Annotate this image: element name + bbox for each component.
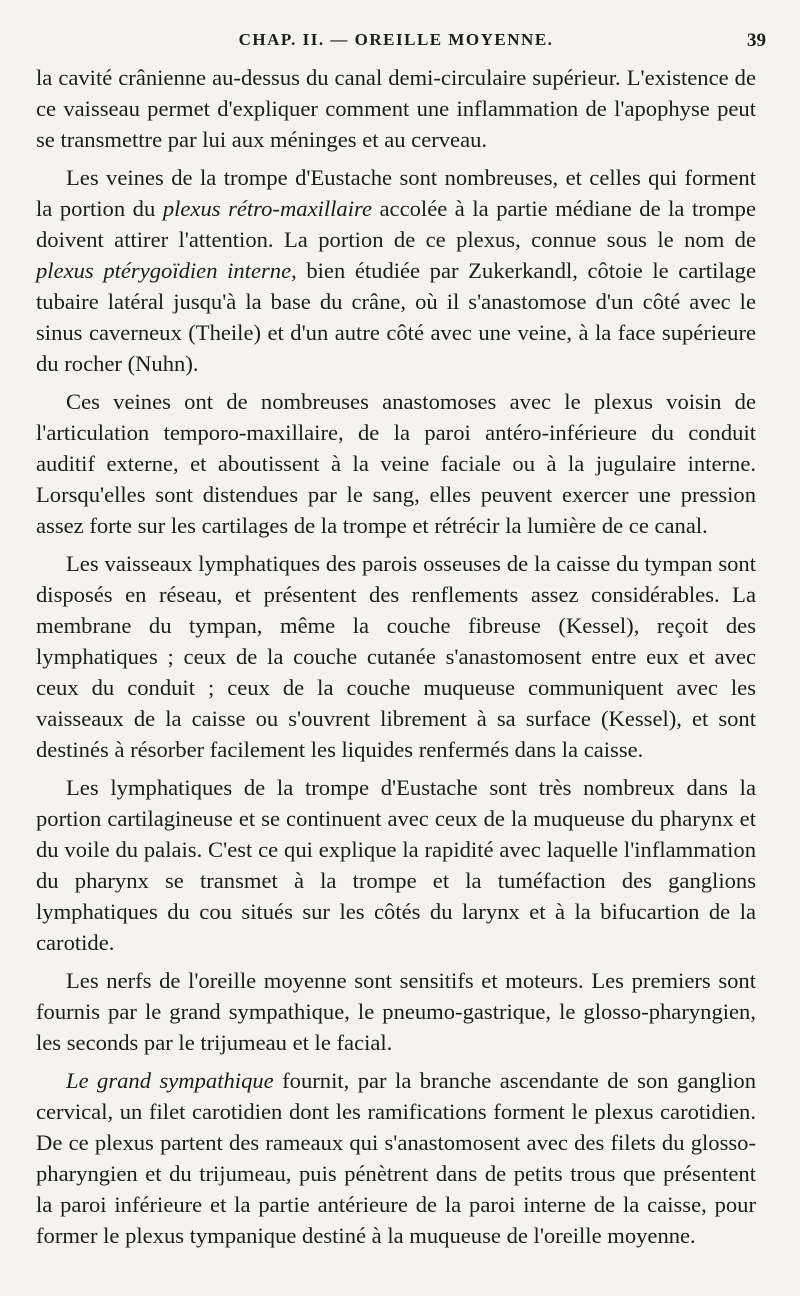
- italic-term-plexus-pterygoidien: plexus ptérygoïdien interne: [36, 258, 292, 283]
- paragraph-2: [36, 162, 756, 379]
- paragraph-2-part-e: , bien étudiée par Zukerkandl, côtoie le cartilage tubaire latéral jusqu'à la base du crâne, où il s'anastomose d'un côté avec le sinus caverneux (Theile) et d'un autre côté avec une veine, à la face supérieure du rocher (Nuhn).: [36, 258, 756, 376]
- paragraph-7-part-b: fournit, par la branche ascendante de son ganglion cervical, un filet carotidien dont les ramifications forment le plexus carotidien. De ce plexus partent des rameaux qui s'anastomosent avec des filets du glosso-pharyngien et du trijumeau, puis pénètrent dans de petits trous que présentent la paroi inférieure et la partie antérieure de la paroi interne de la caisse, pour former le plexus tympanique destiné à la muqueuse de l'oreille moyenne.: [36, 1068, 756, 1248]
- paragraph-1: la cavité crânienne au-dessus du canal demi-circulaire supérieur. L'existence de ce vaisseau permet d'expliquer comment une inflammation de l'apophyse peut se transmettre par lui aux méninges et au cerveau.: [36, 65, 756, 152]
- italic-term-grand-sympathique: Le grand sympathique: [66, 1068, 274, 1093]
- paragraph-2-part-a: Les veines de la trompe d'Eustache sont nombreuses, et celles qui forment la portion du: [36, 165, 756, 221]
- italic-term-plexus-retro-maxillaire: plexus rétro-maxillaire: [162, 196, 372, 221]
- page-number: 39: [747, 30, 766, 51]
- paragraph-7: [36, 1065, 756, 1251]
- paragraph-3: Ces veines ont de nombreuses anastomoses avec le plexus voisin de l'articulation temporo-maxillaire, de la paroi antéro-inférieure du conduit auditif externe, et aboutissent à la veine faciale ou à la jugulaire interne. Lorsqu'elles sont distendues par le sang, elles peuvent exercer une pression assez forte sur les cartilages de la trompe et rétrécir la lumière de ce canal.: [36, 389, 756, 538]
- running-head: CHAP. II. — OREILLE MOYENNE.: [238, 30, 554, 49]
- paragraph-6: Les nerfs de l'oreille moyenne sont sensitifs et moteurs. Les premiers sont fournis par le grand sympathique, le pneumo-gastrique, le glosso-pharyngien, les seconds par le trijumeau et le facial.: [36, 968, 756, 1055]
- body-text: [36, 62, 756, 1251]
- paragraph-5: Les lymphatiques de la trompe d'Eustache sont très nombreux dans la portion cartilagineuse et se continuent avec ceux de la muqueuse du pharynx et du voile du palais. C'est ce qui explique la rapidité avec laquelle l'inflammation du pharynx se transmet à la trompe et la tuméfaction des ganglions lymphatiques du cou situés sur les côtés du larynx et à la bifucartion de la carotide.: [36, 775, 756, 955]
- paragraph-2-part-c: accolée à la partie médiane de la trompe doivent attirer l'attention. La portion de ce plexus, connue sous le nom de: [36, 196, 756, 252]
- page-header: [36, 28, 766, 62]
- paragraph-4: Les vaisseaux lymphatiques des parois osseuses de la caisse du tympan sont disposés en réseau, et présentent des renflements assez considérables. La membrane du tympan, même la couche fibreuse (Kessel), reçoit des lymphatiques ; ceux de la couche cutanée s'anastomosent entre eux et avec ceux du conduit ; ceux de la couche muqueuse communiquent avec les vaisseaux de la caisse ou s'ouvrent librement à sa surface (Kessel), et sont destinés à résorber facilement les liquides renfermés dans la caisse.: [36, 551, 756, 762]
